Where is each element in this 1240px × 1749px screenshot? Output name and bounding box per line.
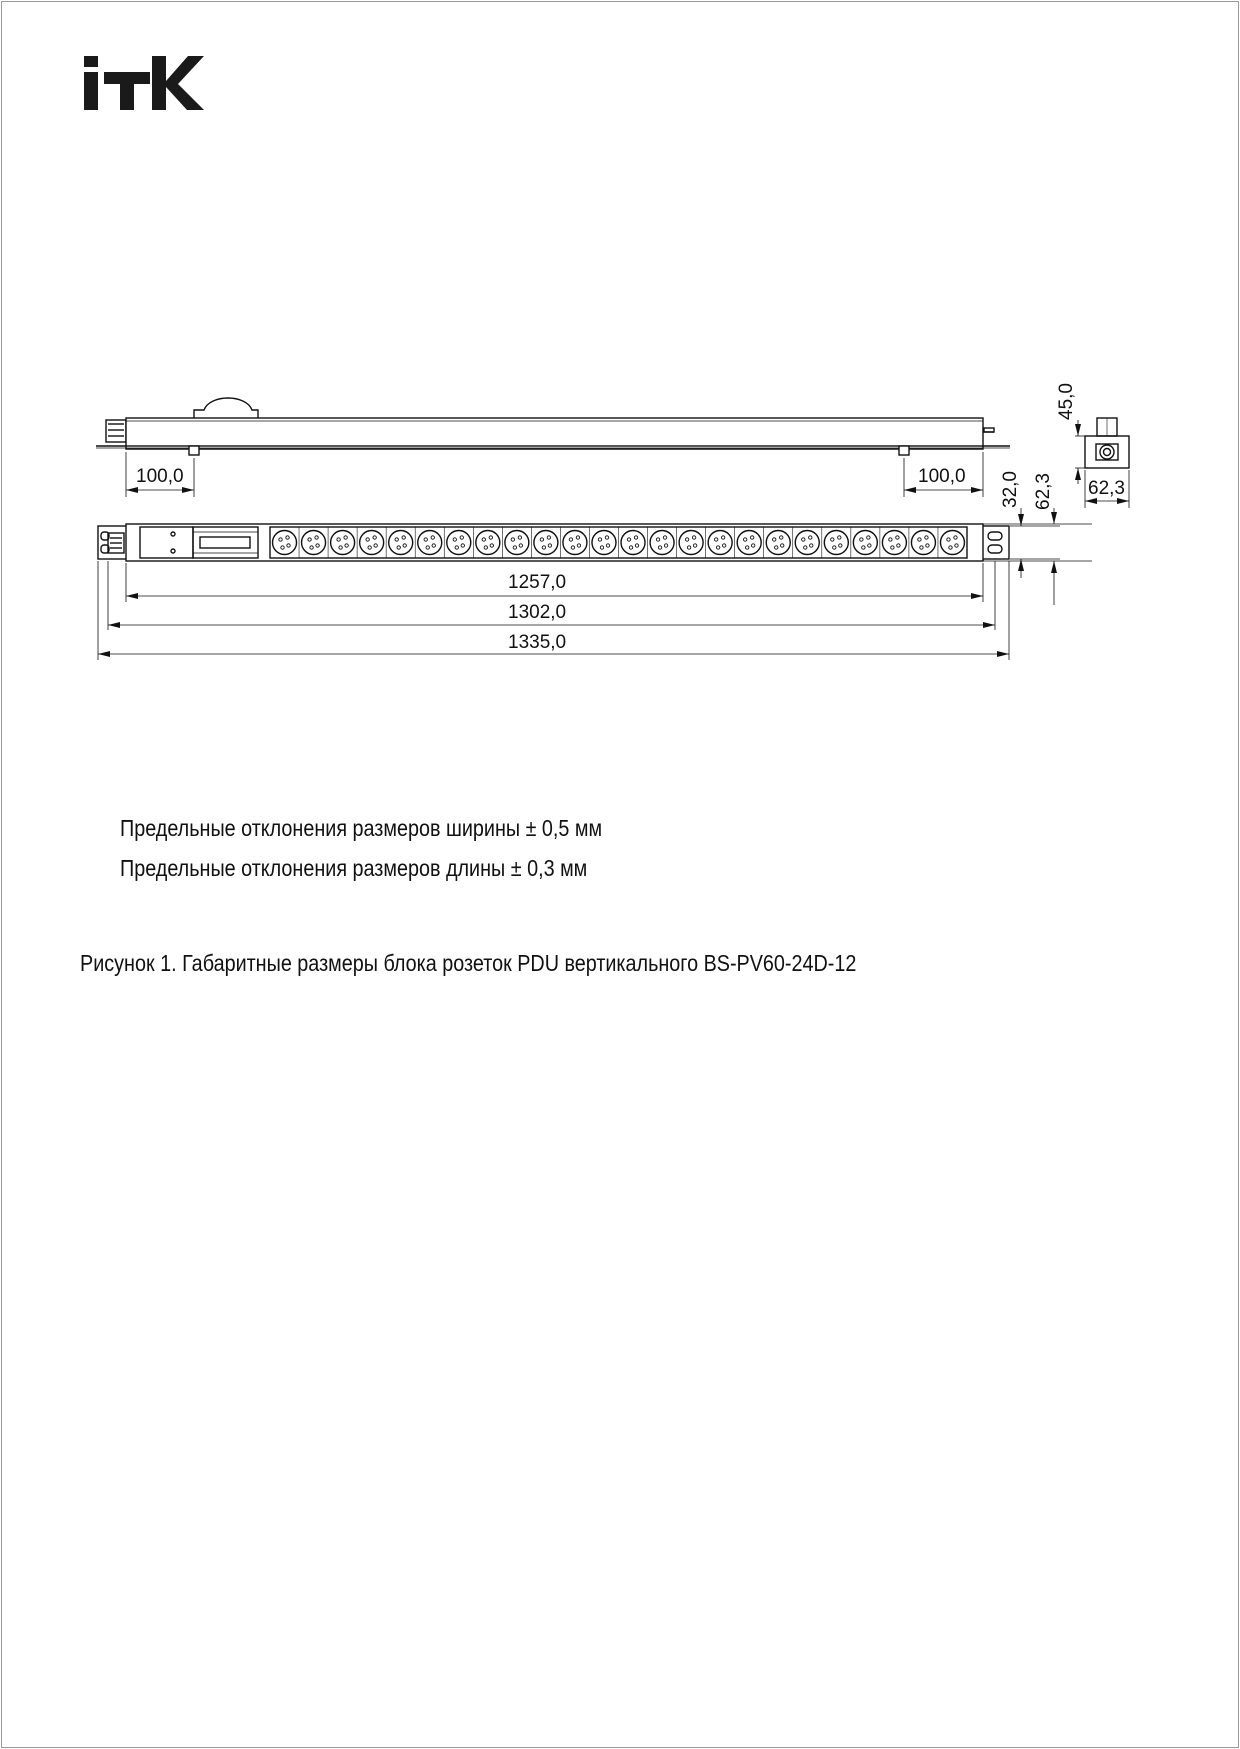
dim-height-3: 62,3: [1033, 473, 1054, 510]
dim-top-left-offset: 100,0: [136, 466, 184, 487]
dim-end-width: 62,3: [1088, 478, 1125, 499]
dim-height-2: 32,0: [1000, 471, 1021, 508]
front-view: [98, 508, 1092, 660]
dim-length-1: 1257,0: [508, 572, 567, 593]
tolerance-notes: [120, 808, 602, 888]
dim-height-1: 45,0: [1056, 383, 1077, 420]
figure-caption: Рисунок 1. Габаритные размеры блока розеток PDU вертикального BS-PV60-24D-12: [80, 950, 857, 976]
dim-length-3: 1335,0: [508, 632, 567, 653]
dim-top-right-offset: 100,0: [918, 466, 966, 487]
dim-length-2: 1302,0: [508, 602, 567, 623]
pdu-drawing: [0, 0, 1240, 700]
tolerance-width-note: Предельные отклонения размеров ширины ± 0,5 мм: [120, 815, 603, 841]
side-view: [96, 398, 1010, 497]
tolerance-length-note: Предельные отклонения размеров длины ± 0,3 мм: [120, 855, 588, 881]
